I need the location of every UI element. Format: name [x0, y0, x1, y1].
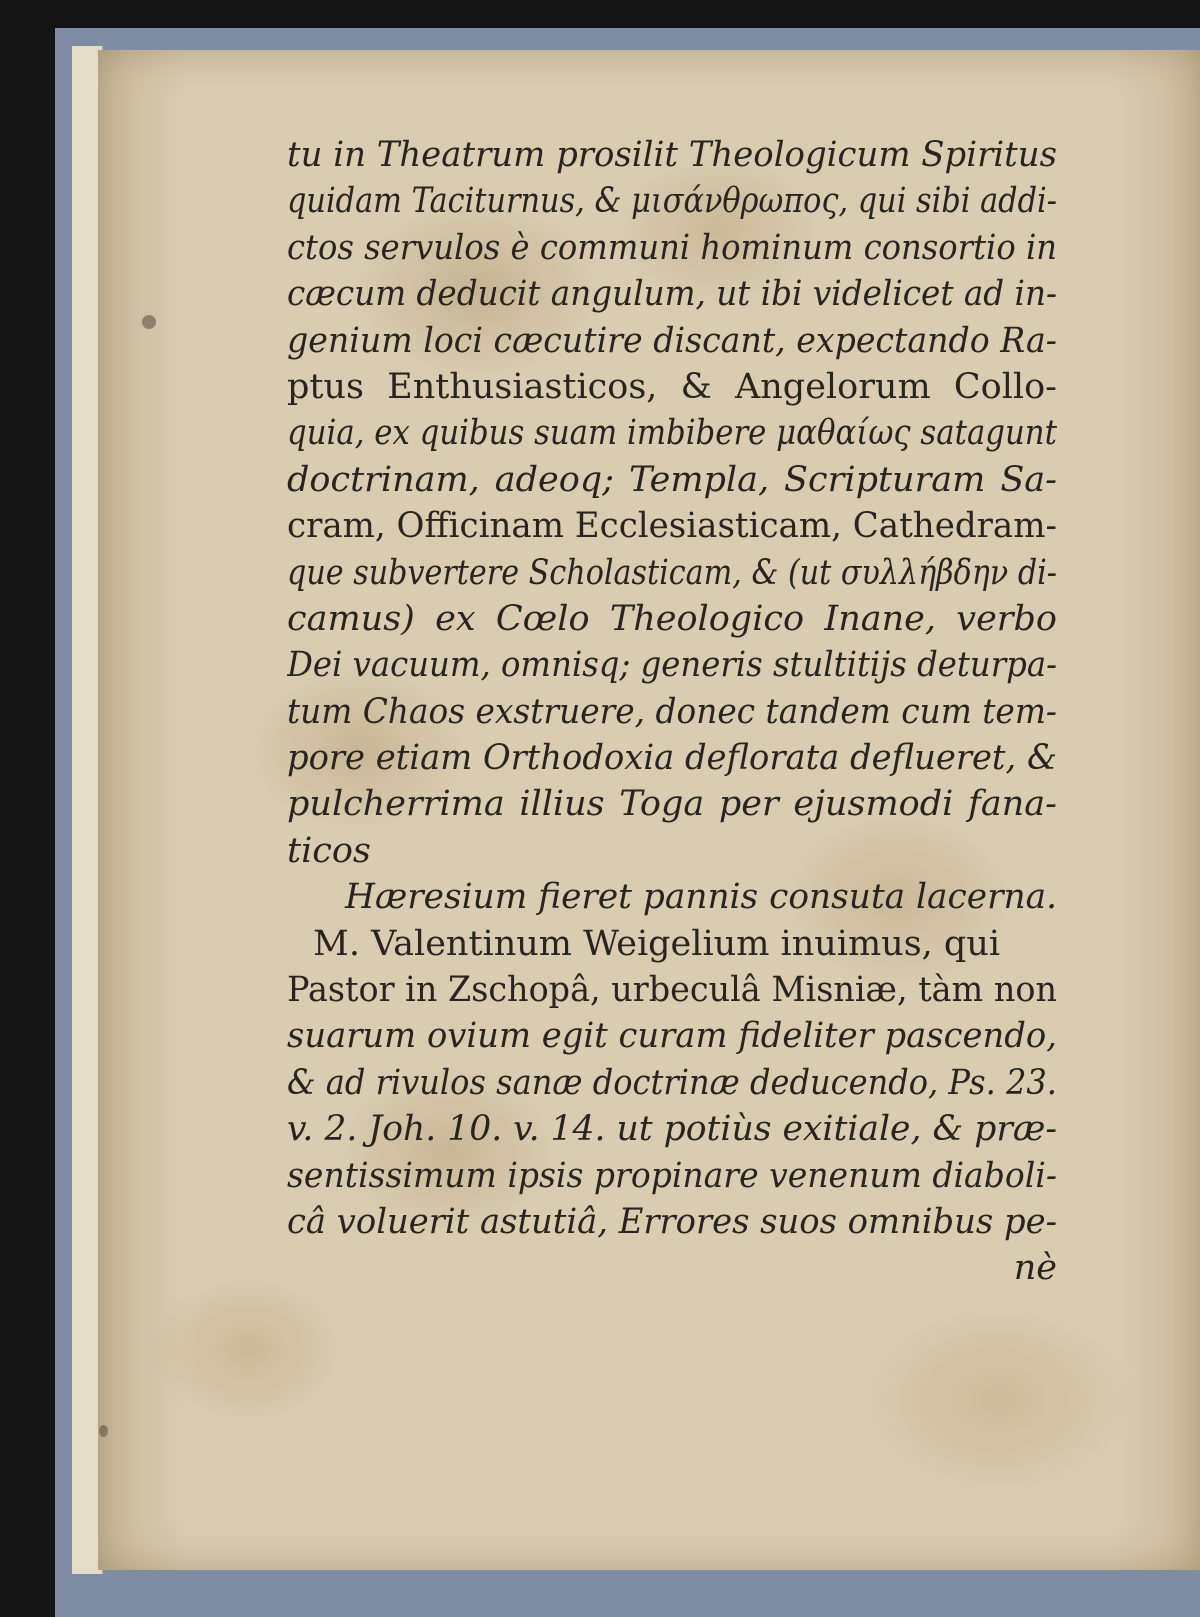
text-line: quidam Taciturnus, & μισάνθρωπος, qui sibi addi- — [287, 181, 1057, 222]
text-line: sentissimum ipsis propinare venenum diaboli- — [287, 1155, 1057, 1196]
page-text — [287, 132, 1057, 1292]
text-line: ptus Enthusiasticos, & Angelorum Collo- — [287, 366, 1057, 407]
text-line: câ voluerit astutiâ, Errores suos omnibus pe- — [287, 1201, 1057, 1242]
text-line: & ad rivulos sanæ doctrinæ deducendo, Ps. 23. — [287, 1062, 1057, 1103]
text-line: suarum ovium egit curam fideliter pascendo, — [287, 1016, 1057, 1057]
text-line: cæcum deducit angulum, ut ibi videlicet ad in- — [287, 274, 1057, 315]
text-line: Pastor in Zschopâ, urbeculâ Misniæ, tàm non — [287, 970, 1057, 1011]
foxing-spot — [142, 315, 156, 329]
text-line: que subvertere Scholasticam, & (ut συλλήβδην di- — [287, 552, 1057, 593]
text-line: Hæresium fieret pannis consuta lacerna. — [345, 877, 1057, 918]
foxing-spot — [99, 1425, 108, 1437]
text-line: ctos servulos è communi hominum consortio in — [287, 227, 1057, 268]
text-line: genium loci cæcutire discant, expectando Ra- — [287, 320, 1057, 361]
text-line: Dei vacuum, omnisq; generis stultitijs deturpa- — [287, 645, 1057, 686]
text-line: camus) ex Cœlo Theologico Inane, verbo — [287, 598, 1057, 639]
text-line: doctrinam, adeoq; Templa, Scripturam Sa- — [287, 459, 1057, 500]
text-line: tum Chaos exstruere, donec tandem cum tem- — [287, 691, 1057, 732]
text-line: nè — [1013, 1248, 1057, 1289]
text-line: quia, ex quibus suam imbibere μαθαίως satagunt — [287, 413, 1057, 454]
text-line: M. Valentinum Weigelium inuimus, qui — [313, 923, 1001, 964]
text-line: cram, Officinam Ecclesiasticam, Cathedram- — [287, 506, 1057, 547]
text-line: pulcherrima illius Toga per ejusmodi fana- — [287, 784, 1057, 825]
text-line: ticos — [287, 830, 371, 871]
text-line: tu in Theatrum prosilit Theologicum Spiritus — [287, 135, 1057, 175]
text-line: pore etiam Orthodoxia deflorata deflueret, & — [287, 738, 1057, 779]
text-line: v. 2. Joh. 10. v. 14. ut potiùs exitiale, & præ- — [287, 1109, 1057, 1150]
